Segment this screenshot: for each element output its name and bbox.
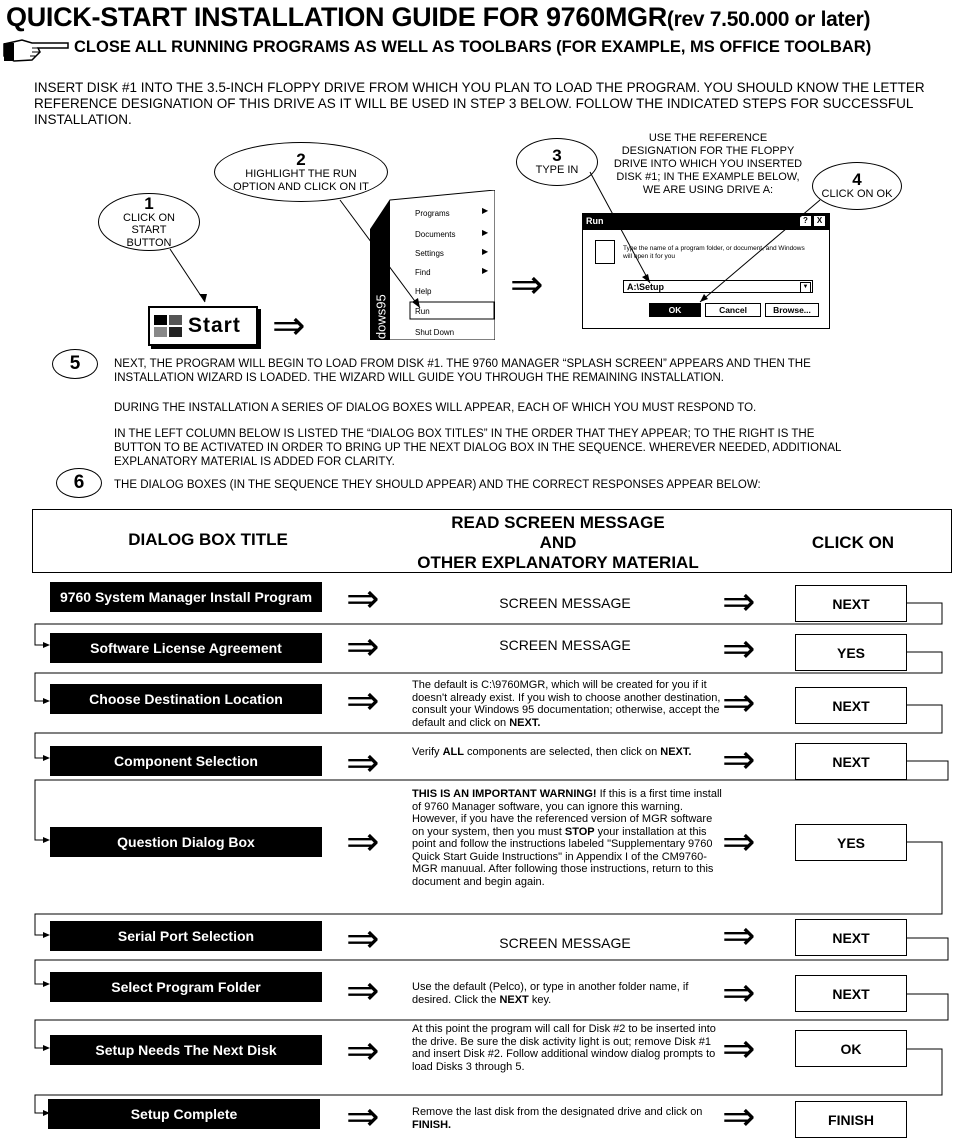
step-6-text: THE DIALOG BOXES (IN THE SEQUENCE THEY SHOULD APPEAR) AND THE CORRECT RESPONSES APPEAR BELOW:: [114, 479, 761, 491]
click-on-button: YES: [795, 634, 907, 671]
chevron-down-icon: ▼: [800, 282, 811, 293]
dialog-title: Choose Destination Location: [50, 684, 322, 714]
run-dialog-prompt: Type the name of a program folder, or document, and Windows will open it for you: [623, 245, 805, 260]
step-5-note: DURING THE INSTALLATION A SERIES OF DIALOG BOXES WILL APPEAR, EACH OF WHICH YOU MUST RESPOND TO.: [114, 402, 757, 414]
implies-arrow-icon: ⇒: [346, 740, 380, 786]
submenu-arrow-icon: ▶: [482, 266, 489, 275]
intro-text: INSERT DISK #1 INTO THE 3.5-INCH FLOPPY DRIVE FROM WHICH YOU PLAN TO LOAD THE PROGRAM. YOU SHOULD KNOW THE LETTER REFERENCE DESIGNATION OF THIS DRIVE AS IT WILL BE USED IN STEP 3 BELOW. FOLLOW THE INDICATED STEPS FOR SUCCESSFUL INSTALLATION.: [34, 80, 925, 127]
run-open-field: A:\Setup ▼: [623, 280, 813, 293]
close-programs-note: CLOSE ALL RUNNING PROGRAMS AS WELL AS TOOLBARS (FOR EXAMPLE, MS OFFICE TOOLBAR): [74, 38, 872, 56]
revision-note: (rev 7.50.000 or later): [666, 8, 871, 31]
dialog-title: Select Program Folder: [50, 972, 322, 1002]
explanatory-message: Verify ALL components are selected, then click on NEXT.: [412, 746, 692, 758]
table-header: [32, 509, 952, 573]
step-5-explanation: IN THE LEFT COLUMN BELOW IS LISTED THE “DIALOG BOX TITLES” IN THE ORDER THAT THEY APPEAR; TO THE RIGHT IS THE BUTTON TO BE ACTIVATED IN ORDER TO BRING UP THE NEXT DIALOG BOX IN THE SEQUENCE. WHEREVER NEEDED, ADDITIONAL EXPLANATORY MATERIAL IS ADDED FOR CLARITY.: [114, 428, 841, 468]
implies-arrow-icon: ⇒: [346, 1028, 380, 1074]
callout-line: [590, 172, 650, 283]
implies-arrow-icon: ⇒: [510, 262, 544, 308]
header-explanatory: OTHER EXPLANATORY MATERIAL: [417, 553, 699, 572]
click-on-button: YES: [795, 824, 907, 861]
submenu-arrow-icon: ▶: [482, 206, 489, 215]
implies-arrow-icon: ⇒: [346, 1094, 380, 1140]
implies-arrow-icon: ⇒: [722, 970, 756, 1016]
dialog-title: Serial Port Selection: [50, 921, 322, 951]
callout-line: [700, 200, 820, 302]
run-browse-button: Browse...: [765, 303, 819, 317]
step-4-bubble: 4 CLICK ON OK: [812, 162, 902, 210]
explanatory-message: THIS IS AN IMPORTANT WARNING! If this is a first time install of 9760 Manager software, you can ignore this warning. However, if you have the referenced version of MGR software on your system, then you must STOP your installation at this point and follow the instructions labeled "Supplementary 9760 Quick Start Guide Instructions" in Appendix I of the CM9760-MGR manuual. After following those instructions, return to this document and begin again.: [412, 788, 722, 888]
submenu-arrow-icon: ▶: [482, 228, 489, 237]
implies-arrow-icon: ⇒: [722, 1094, 756, 1140]
explanatory-message: Remove the last disk from the designated drive and click on FINISH.: [412, 1106, 703, 1131]
implies-arrow-icon: ⇒: [346, 624, 380, 670]
start-button-illustration: Start: [148, 306, 258, 346]
dialog-title: Question Dialog Box: [50, 827, 322, 857]
dialog-title: Component Selection: [50, 746, 322, 776]
implies-arrow-icon: ⇒: [346, 916, 380, 962]
implies-arrow-icon: ⇒: [722, 913, 756, 959]
implies-arrow-icon: ⇒: [722, 737, 756, 783]
step-3-note: USE THE REFERENCE DESIGNATION FOR THE FLOPPY DRIVE INTO WHICH YOU INSERTED DISK #1; IN THE EXAMPLE BELOW, WE ARE USING DRIVE A:: [613, 132, 803, 196]
header-screen-message: READ SCREEN MESSAGE: [451, 513, 665, 532]
explanatory-message: At this point the program will call for Disk #2 to be inserted into the drive. Be sure the disk activity light is out; remove Disk #1 and insert Disk #2. Follow additional window dialog prompts to load Disks 3 through 5.: [412, 1023, 716, 1073]
click-on-button: OK: [795, 1030, 907, 1067]
implies-arrow-icon: ⇒: [346, 819, 380, 865]
menu-item-find: Find: [415, 268, 431, 277]
run-ok-button: OK: [649, 303, 701, 317]
callout-arrowhead: [199, 294, 207, 302]
submenu-arrow-icon: ▶: [482, 247, 489, 256]
step-2-bubble: 2 HIGHLIGHT THE RUN OPTION AND CLICK ON IT: [214, 142, 388, 202]
close-icon: X: [814, 216, 825, 226]
explanatory-message: Use the default (Pelco), or type in another folder name, if desired. Click the NEXT key.: [412, 981, 689, 1006]
callout-arrowhead: [700, 294, 708, 302]
step-6-number: 6: [56, 468, 102, 498]
help-icon: ?: [800, 216, 811, 226]
click-on-button: NEXT: [795, 975, 907, 1012]
dialog-title: Software License Agreement: [50, 633, 322, 663]
step-5-text: NEXT, THE PROGRAM WILL BEGIN TO LOAD FROM DISK #1. THE 9760 MANAGER “SPLASH SCREEN” APPEARS AND THEN THE INSTALLATION WIZARD IS LOADED. THE WIZARD WILL GUIDE YOU THROUGH THE REMAINING INSTALLATION.: [114, 358, 811, 384]
implies-arrow-icon: ⇒: [722, 680, 756, 726]
windows95-sidebar-label: Windows95: [373, 294, 389, 362]
page-title: QUICK-START INSTALLATION GUIDE FOR 9760MGR(rev 7.50.000 or later): [6, 2, 871, 32]
menu-item-shut-down: Shut Down: [415, 328, 455, 337]
implies-arrow-icon: ⇒: [722, 1026, 756, 1072]
dialog-title: Setup Needs The Next Disk: [50, 1035, 322, 1065]
dialog-title: Setup Complete: [48, 1099, 320, 1129]
step-3-bubble: 3 TYPE IN: [516, 138, 598, 186]
implies-arrow-icon: ⇒: [346, 968, 380, 1014]
implies-arrow-icon: ⇒: [346, 678, 380, 724]
explanatory-message: The default is C:\9760MGR, which will be created for you if it doesn't already exist. If you wish to choose another destination, consult your Windows 95 documentation; otherwise, accept the default and click on NEXT.: [412, 679, 721, 729]
implies-arrow-icon: ⇒: [722, 579, 756, 625]
screen-message: SCREEN MESSAGE: [499, 935, 631, 951]
screen-message: SCREEN MESSAGE: [499, 595, 631, 611]
header-click-on: CLICK ON: [811, 533, 895, 552]
step-5-number: 5: [52, 349, 98, 379]
callout-arrowhead: [642, 274, 650, 283]
menu-item-run: Run: [415, 307, 430, 316]
implies-arrow-icon: ⇒: [722, 819, 756, 865]
click-on-button: FINISH: [795, 1101, 907, 1138]
dialog-title: 9760 System Manager Install Program: [50, 582, 322, 612]
implies-arrow-icon: ⇒: [346, 576, 380, 622]
step-1-bubble: 1 CLICK ON START BUTTON: [98, 193, 200, 251]
screen-message: SCREEN MESSAGE: [499, 637, 631, 653]
implies-arrow-icon: ⇒: [272, 303, 306, 349]
menu-item-settings: Settings: [415, 249, 444, 258]
run-dialog-titlebar: Run ? X: [583, 214, 829, 230]
callout-line: [340, 200, 420, 308]
click-on-button: NEXT: [795, 919, 907, 956]
menu-item-documents: Documents: [415, 230, 456, 239]
run-cancel-button: Cancel: [705, 303, 761, 317]
click-on-button: NEXT: [795, 687, 907, 724]
header-dialog-title: DIALOG BOX TITLE: [128, 530, 288, 549]
menu-item-help: Help: [415, 287, 432, 296]
implies-arrow-icon: ⇒: [722, 626, 756, 672]
header-and: AND: [539, 533, 577, 552]
click-on-button: NEXT: [795, 743, 907, 780]
click-on-button: NEXT: [795, 585, 907, 622]
menu-item-programs: Programs: [415, 209, 450, 218]
